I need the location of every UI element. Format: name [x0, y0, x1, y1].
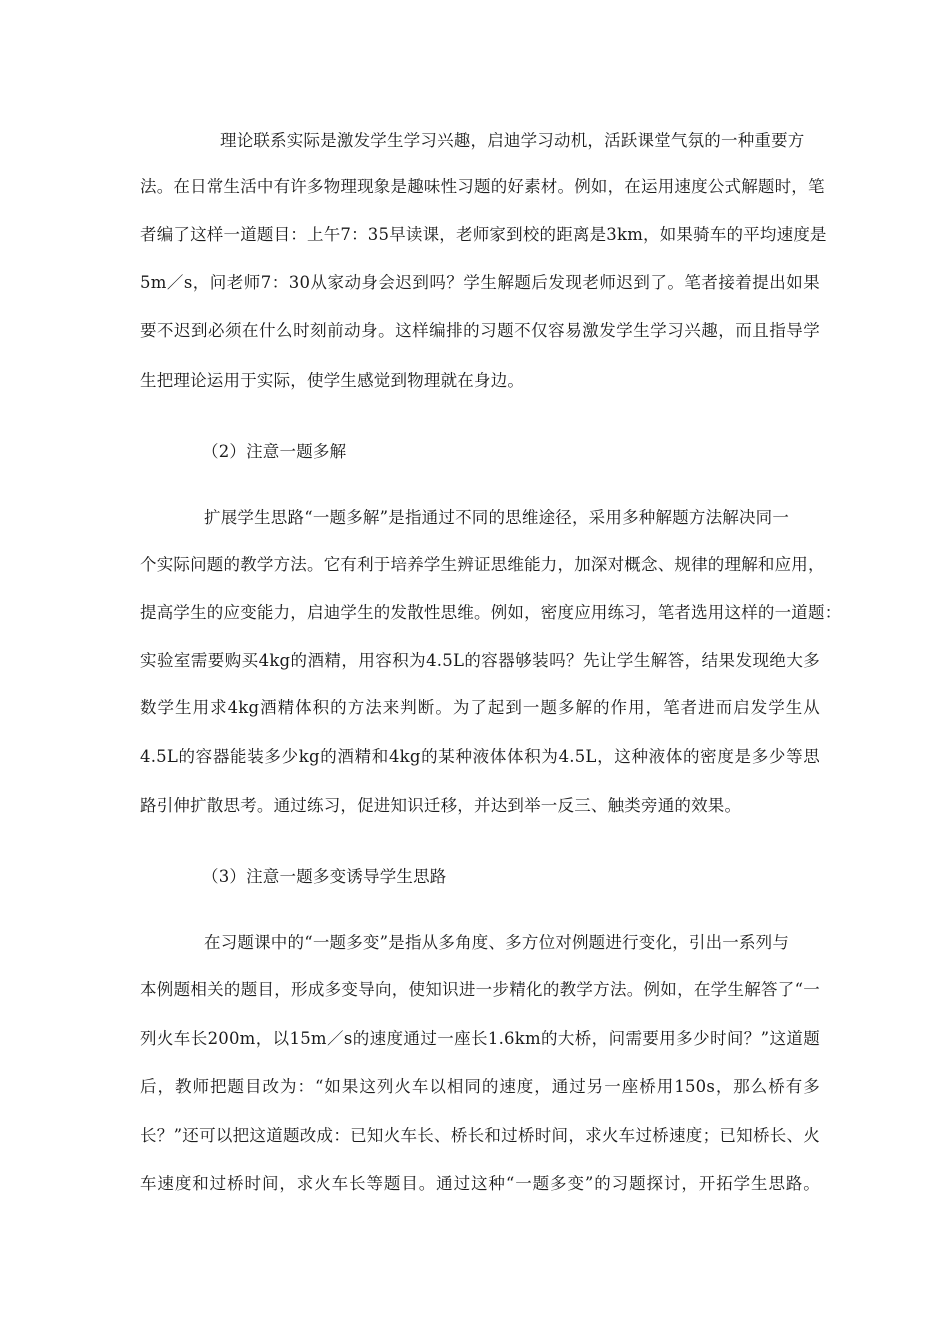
paragraph-2-line-6: 4.5L的容器能装多少kg的酒精和4kg的某种液体体积为4.5L，这种液体的密度是多少等思 [140, 747, 820, 766]
paragraph-2-line-1: 扩展学生思路“一题多解”是指通过不同的思维途径，采用多种解题方法解决同一 [204, 508, 790, 527]
paragraph-2-line-7: 路引伸扩散思考。通过练习，促进知识迁移，并达到举一反三、触类旁通的效果。 [140, 796, 742, 815]
paragraph-1-line-1: 理论联系实际是激发学生学习兴趣，启迪学习动机，活跃课堂气氛的一种重要方 [220, 131, 805, 150]
paragraph-1-line-3: 者编了这样一道题目：上午7：35早读课，老师家到校的距离是3km，如果骑车的平均速度是 [140, 225, 827, 244]
paragraph-1-line-6: 生把理论运用于实际，使学生感觉到物理就在身边。 [140, 371, 525, 390]
paragraph-2-line-5: 数学生用求4kg酒精体积的方法来判断。为了起到一题多解的作用，笔者进而启发学生从 [140, 698, 820, 717]
paragraph-3-line-2: 本例题相关的题目，形成多变导向，使知识进一步精化的教学方法。例如，在学生解答了“一 [140, 980, 820, 999]
paragraph-3-line-6: 车速度和过桥时间，求火车长等题目。通过这种“一题多变”的习题探讨，开拓学生思路。 [140, 1174, 820, 1193]
paragraph-3-line-3: 列火车长200m，以15m／s的速度通过一座长1.6km的大桥，问需要用多少时间？”这道题 [140, 1029, 820, 1048]
paragraph-2-line-2: 个实际问题的教学方法。它有利于培养学生辨证思维能力，加深对概念、规律的理解和应用， [140, 555, 825, 574]
section-heading-3: （3）注意一题多变诱导学生思路 [202, 867, 447, 886]
paragraph-1-line-2: 法。在日常生活中有许多物理现象是趣味性习题的好素材。例如，在运用速度公式解题时，笔 [140, 177, 825, 196]
paragraph-3-line-5: 长？”还可以把这道题改成：已知火车长、桥长和过桥时间，求火车过桥速度；已知桥长、火 [140, 1126, 820, 1145]
paragraph-1-line-4: 5m／s，问老师7：30从家动身会迟到吗？学生解题后发现老师迟到了。笔者接着提出如果 [140, 273, 820, 292]
paragraph-1-line-5: 要不迟到必须在什么时刻前动身。这样编排的习题不仅容易激发学生学习兴趣，而且指导学 [140, 321, 820, 340]
section-heading-2: （2）注意一题多解 [202, 442, 347, 461]
paragraph-2-line-4: 实验室需要购买4kg的酒精，用容积为4.5L的容器够装吗？先让学生解答，结果发现绝大多 [140, 651, 820, 670]
paragraph-2-line-3: 提高学生的应变能力，启迪学生的发散性思维。例如，密度应用练习，笔者选用这样的一道题： [140, 603, 842, 622]
paragraph-3-line-4: 后，教师把题目改为：“如果这列火车以相同的速度，通过另一座桥用150s，那么桥有多 [140, 1077, 820, 1096]
paragraph-3-line-1: 在习题课中的“一题多变”是指从多角度、多方位对例题进行变化，引出一系列与 [204, 933, 790, 952]
